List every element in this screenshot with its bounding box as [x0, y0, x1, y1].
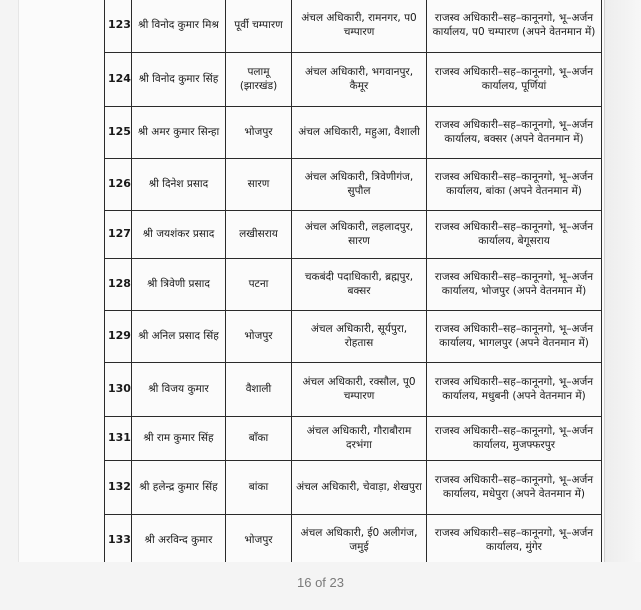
- new-posting-cell: राजस्व अधिकारी–सह–कानूनगो, भू–अर्जन कार्यालय, बक्सर (अपने वेतनमान में): [427, 107, 602, 159]
- home-district-cell: लखीसराय: [226, 211, 292, 259]
- current-post-cell: अंचल अधिकारी, रक्सौल, पू0 चम्पारण: [292, 363, 427, 417]
- document-page: [18, 0, 605, 562]
- home-district-cell: पूर्वी चम्पारण: [226, 0, 292, 53]
- home-district-cell: भोजपुर: [226, 515, 292, 563]
- current-post-cell: अंचल अधिकारी, सूर्यपुरा, रोहतास: [292, 311, 427, 363]
- officer-name-cell: श्री त्रिवेणी प्रसाद: [132, 259, 226, 311]
- serial-number-cell: 124: [105, 53, 132, 107]
- serial-number-cell: 123: [105, 0, 132, 53]
- serial-number-cell: 126: [105, 159, 132, 211]
- table-row: [105, 0, 602, 53]
- officer-name-cell: श्री जयशंकर प्रसाद: [132, 211, 226, 259]
- page-indicator: 16 of 23: [297, 575, 344, 590]
- new-posting-cell: राजस्व अधिकारी–सह–कानूनगो, भू–अर्जन कार्यालय, पूर्णियां: [427, 53, 602, 107]
- current-post-cell: अंचल अधिकारी, चेवाड़ा, शेखपुरा: [292, 461, 427, 515]
- table-row: [105, 363, 602, 417]
- officer-name-cell: श्री राम कुमार सिंह: [132, 417, 226, 461]
- current-post-cell: अंचल अधिकारी, रामनगर, प0 चम्पारण: [292, 0, 427, 53]
- officer-name-cell: श्री अनिल प्रसाद सिंह: [132, 311, 226, 363]
- current-post-cell: अंचल अधिकारी, ई0 अलीगंज, जमुई: [292, 515, 427, 563]
- new-posting-cell: राजस्व अधिकारी–सह–कानूनगो, भू–अर्जन कार्यालय, मधेपुरा (अपने वेतनमान में): [427, 461, 602, 515]
- officer-name-cell: श्री दिनेश प्रसाद: [132, 159, 226, 211]
- table-row: [105, 259, 602, 311]
- officer-name-cell: श्री अमर कुमार सिन्हा: [132, 107, 226, 159]
- officer-name-cell: श्री विनोद कुमार मिश्र: [132, 0, 226, 53]
- serial-number-cell: 127: [105, 211, 132, 259]
- table-body: [105, 0, 602, 562]
- table-row: [105, 53, 602, 107]
- new-posting-cell: राजस्व अधिकारी–सह–कानूनगो, भू–अर्जन कार्यालय, प0 चम्पारण (अपने वेतनमान में): [427, 0, 602, 53]
- table-row: [105, 159, 602, 211]
- table-row: [105, 311, 602, 363]
- home-district-cell: सारण: [226, 159, 292, 211]
- current-post-cell: अंचल अधिकारी, गौराबौराम दरभंगा: [292, 417, 427, 461]
- home-district-cell: वैशाली: [226, 363, 292, 417]
- transfer-table: [104, 0, 602, 562]
- new-posting-cell: राजस्व अधिकारी–सह–कानूनगो, भू–अर्जन कार्यालय, मधुबनी (अपने वेतनमान में): [427, 363, 602, 417]
- new-posting-cell: राजस्व अधिकारी–सह–कानूनगो, भू–अर्जन कार्यालय, बेगूसराय: [427, 211, 602, 259]
- page-left-edge: [18, 0, 19, 562]
- new-posting-cell: राजस्व अधिकारी–सह–कानूनगो, भू–अर्जन कार्यालय, भागलपुर (अपने वेतनमान में): [427, 311, 602, 363]
- home-district-cell: पलामू (झारखंड): [226, 53, 292, 107]
- table-row: [105, 417, 602, 461]
- serial-number-cell: 130: [105, 363, 132, 417]
- new-posting-cell: राजस्व अधिकारी–सह–कानूनगो, भू–अर्जन कार्यालय, भोजपुर (अपने वेतनमान में): [427, 259, 602, 311]
- home-district-cell: बांका: [226, 461, 292, 515]
- serial-number-cell: 128: [105, 259, 132, 311]
- adjacent-page-area: [605, 0, 641, 562]
- serial-number-cell: 132: [105, 461, 132, 515]
- table-row: [105, 515, 602, 563]
- table-row: [105, 461, 602, 515]
- officer-name-cell: श्री विजय कुमार: [132, 363, 226, 417]
- serial-number-cell: 129: [105, 311, 132, 363]
- serial-number-cell: 131: [105, 417, 132, 461]
- officer-name-cell: श्री हलेन्द्र कुमार सिंह: [132, 461, 226, 515]
- current-post-cell: अंचल अधिकारी, महुआ, वैशाली: [292, 107, 427, 159]
- home-district-cell: बाँका: [226, 417, 292, 461]
- table-row: [105, 107, 602, 159]
- home-district-cell: पटना: [226, 259, 292, 311]
- home-district-cell: भोजपुर: [226, 311, 292, 363]
- home-district-cell: भोजपुर: [226, 107, 292, 159]
- current-post-cell: अंचल अधिकारी, लहलादपुर, सारण: [292, 211, 427, 259]
- officer-name-cell: श्री विनोद कुमार सिंह: [132, 53, 226, 107]
- new-posting-cell: राजस्व अधिकारी–सह–कानूनगो, भू–अर्जन कार्यालय, मुंगेर: [427, 515, 602, 563]
- new-posting-cell: राजस्व अधिकारी–सह–कानूनगो, भू–अर्जन कार्यालय, बांका (अपने वेतनमान में): [427, 159, 602, 211]
- serial-number-cell: 133: [105, 515, 132, 563]
- officer-name-cell: श्री अरविन्द कुमार: [132, 515, 226, 563]
- serial-number-cell: 125: [105, 107, 132, 159]
- current-post-cell: अंचल अधिकारी, भगवानपुर, कैमूर: [292, 53, 427, 107]
- current-post-cell: अंचल अधिकारी, त्रिवेणीगंज, सुपौल: [292, 159, 427, 211]
- new-posting-cell: राजस्व अधिकारी–सह–कानूनगो, भू–अर्जन कार्यालय, मुजफ्फरपुर: [427, 417, 602, 461]
- current-post-cell: चकबंदी पदाधिकारी, ब्रह्मपुर, बक्सर: [292, 259, 427, 311]
- table-row: [105, 211, 602, 259]
